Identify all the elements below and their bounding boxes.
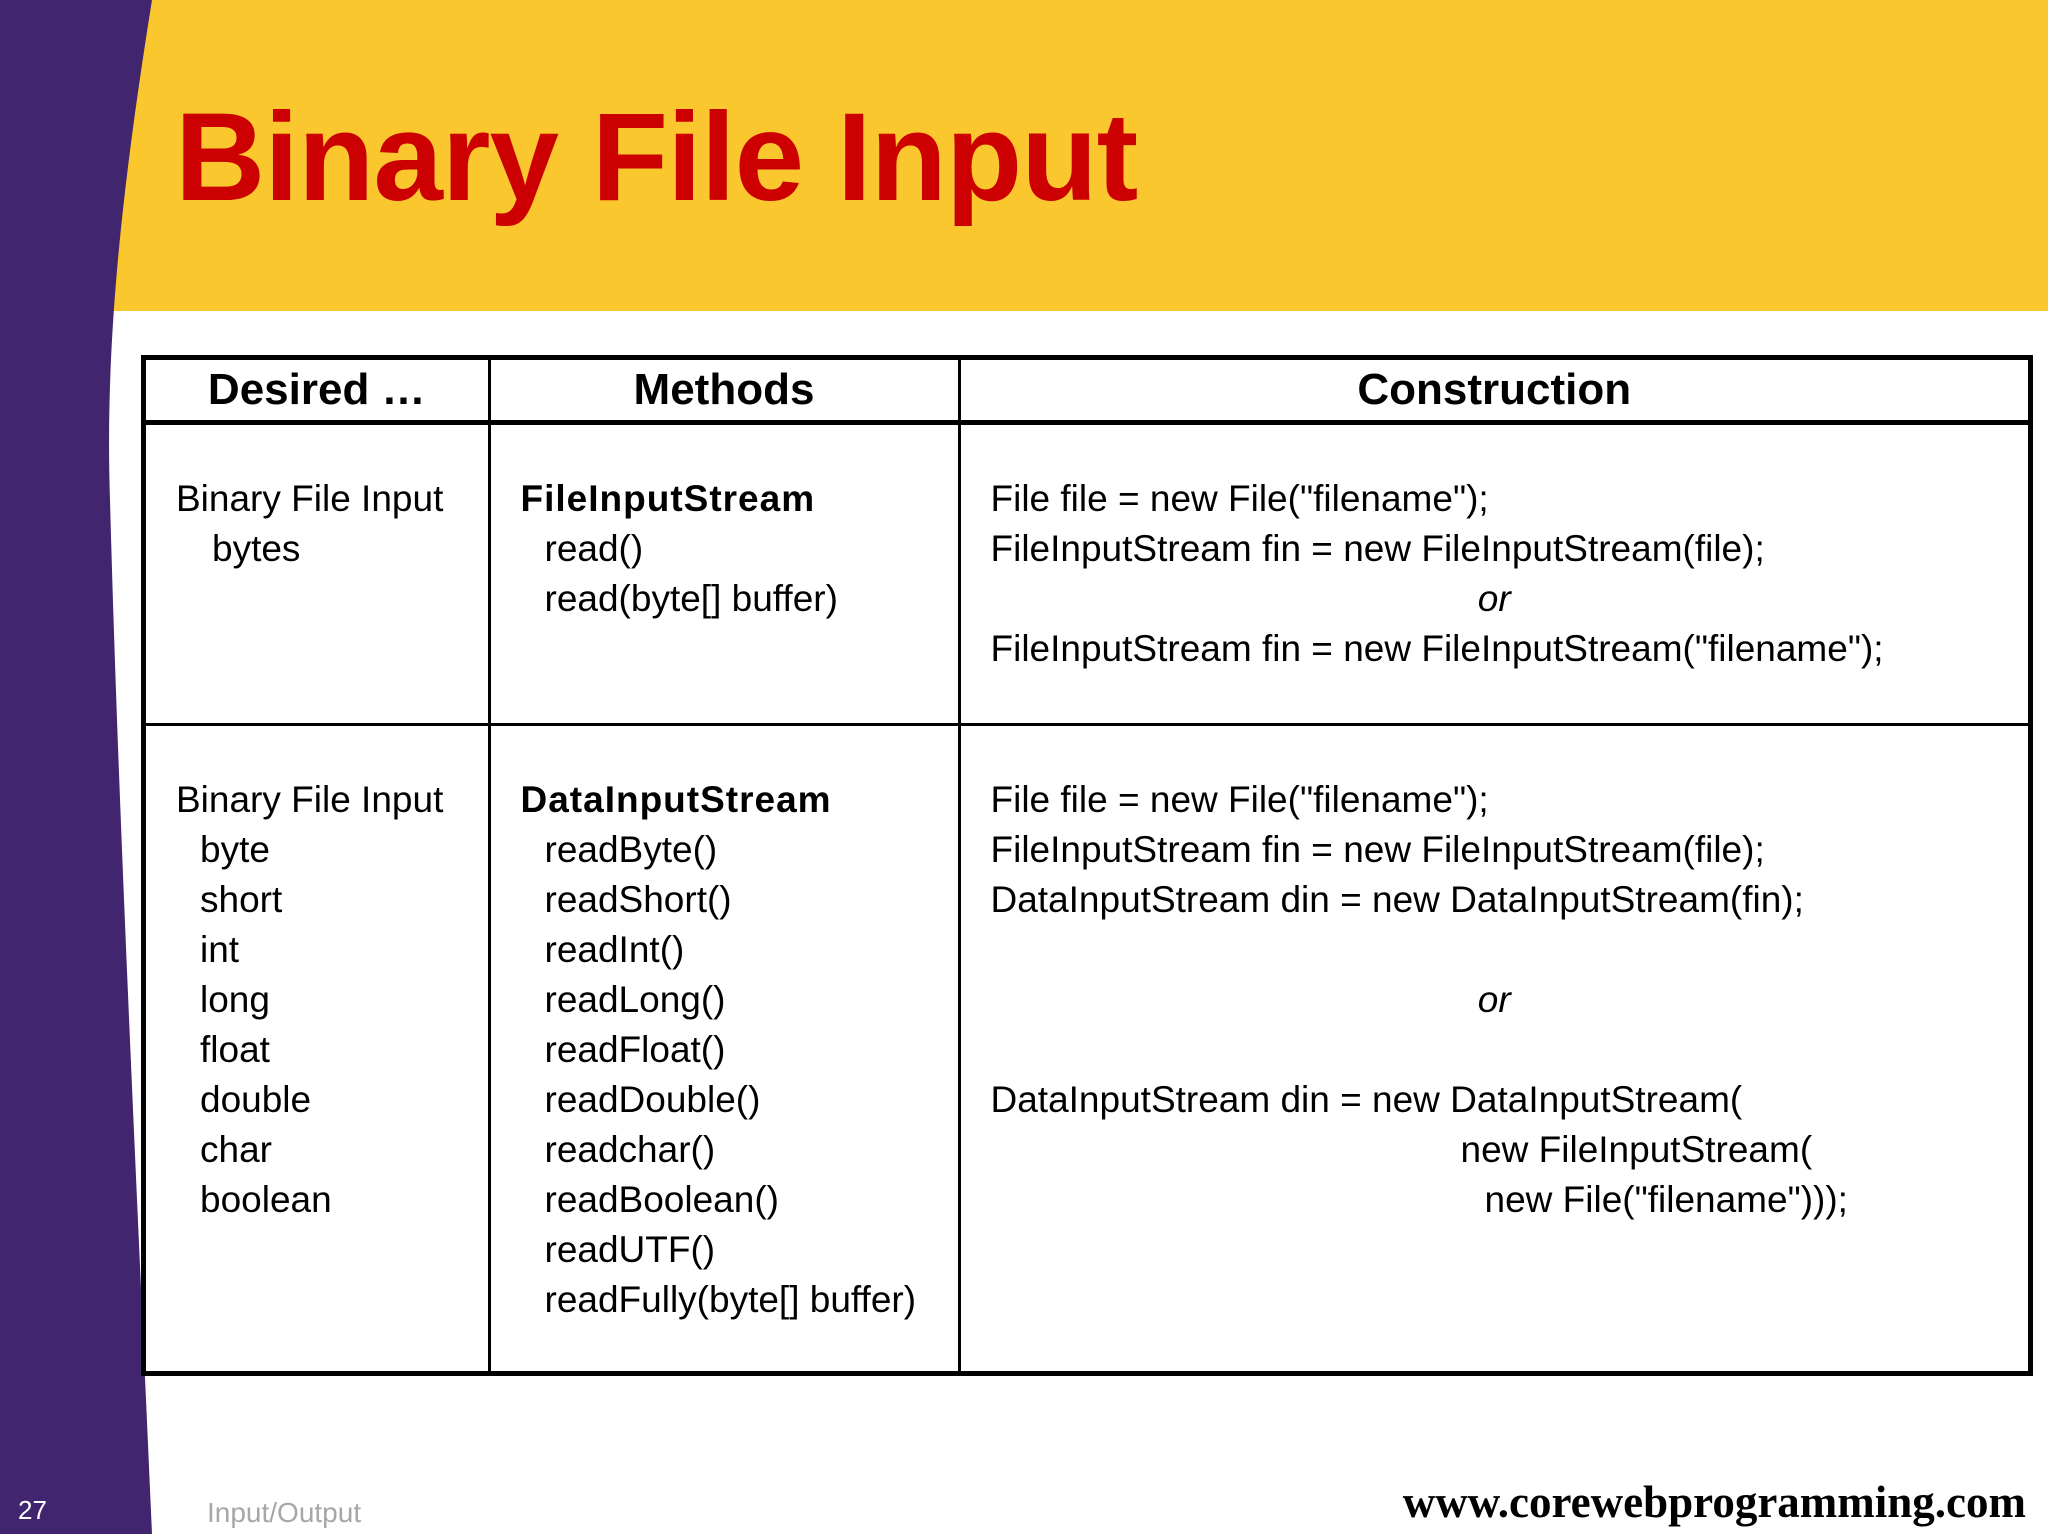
spacer xyxy=(991,1025,2029,1075)
desired-label: Binary File Input xyxy=(176,478,444,519)
desired-type: boolean xyxy=(200,1179,332,1220)
method-item: readLong() xyxy=(544,979,726,1020)
code-line: new FileInputStream( xyxy=(1460,1129,1813,1170)
desired-label: Binary File Input xyxy=(176,779,444,820)
page-number: 27 xyxy=(18,1495,47,1525)
table-grid xyxy=(146,360,2028,1371)
methods-cell xyxy=(489,725,959,1372)
method-item: readFloat() xyxy=(544,1029,726,1070)
code-line: DataInputStream din = new DataInputStream(fin); xyxy=(990,879,1804,920)
method-item: read(byte[] buffer) xyxy=(544,578,838,619)
method-item: readInt() xyxy=(544,929,685,970)
header-construction: Construction xyxy=(959,360,2028,423)
construction-cell xyxy=(959,725,2028,1372)
desired-type: int xyxy=(200,929,240,970)
desired-type: long xyxy=(200,979,270,1020)
method-item: readUTF() xyxy=(544,1229,716,1270)
code-line: File file = new File("filename"); xyxy=(990,478,1489,519)
class-name: DataInputStream xyxy=(520,779,832,820)
code-line: FileInputStream fin = new FileInputStream(file); xyxy=(990,528,1765,569)
io-classes-table xyxy=(141,355,2033,1376)
spacer xyxy=(991,925,2029,975)
desired-type: byte xyxy=(200,829,270,870)
desired-type: short xyxy=(200,879,283,920)
class-name: FileInputStream xyxy=(520,478,816,519)
method-item: readShort() xyxy=(544,879,732,920)
or-separator: or xyxy=(1477,979,1511,1020)
method-item: readBoolean() xyxy=(544,1179,779,1220)
header-desired: Desired … xyxy=(146,360,489,423)
desired-type: char xyxy=(200,1129,272,1170)
desired-cell xyxy=(146,725,489,1372)
desired-cell xyxy=(146,423,489,725)
methods-cell xyxy=(489,423,959,725)
desired-type: double xyxy=(200,1079,312,1120)
website-url: www.corewebprogramming.com xyxy=(1402,1477,2026,1527)
method-item: readFully(byte[] buffer) xyxy=(544,1279,917,1320)
desired-type: bytes xyxy=(212,528,301,569)
method-item: readchar() xyxy=(544,1129,716,1170)
construction-cell xyxy=(959,423,2028,725)
code-line: File file = new File("filename"); xyxy=(990,779,1489,820)
or-separator: or xyxy=(1477,578,1511,619)
code-line: FileInputStream fin = new FileInputStream(file); xyxy=(990,829,1765,870)
method-item: readDouble() xyxy=(544,1079,761,1120)
section-label: Input/Output xyxy=(207,1497,362,1528)
table-row xyxy=(146,423,2028,725)
desired-type: float xyxy=(200,1029,270,1070)
method-item: read() xyxy=(544,528,644,569)
method-item: readByte() xyxy=(544,829,718,870)
table-row xyxy=(146,725,2028,1372)
code-line: DataInputStream din = new DataInputStream( xyxy=(990,1079,1743,1120)
table-header-row xyxy=(146,360,2028,423)
header-methods: Methods xyxy=(489,360,959,423)
code-line: new File("filename"))); xyxy=(1484,1179,1848,1220)
code-line: FileInputStream fin = new FileInputStream("filename"); xyxy=(990,628,1884,669)
slide-title: Binary File Input xyxy=(175,88,1138,227)
